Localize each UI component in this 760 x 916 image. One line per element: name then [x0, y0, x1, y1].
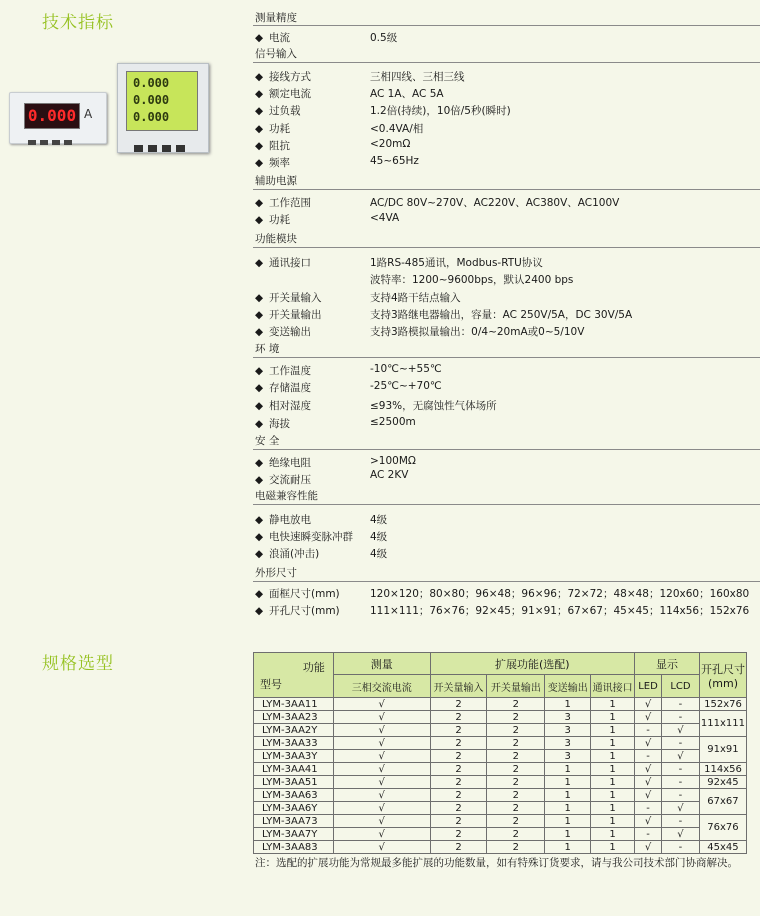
spec-value: 111×111；76×76；92×45；91×91；67×67；45×45；114x56；152x76 — [370, 605, 750, 617]
spec-label: ◆ 海拔 — [255, 418, 290, 430]
table-cell: - — [662, 789, 700, 802]
big-meter-row: 0.000 — [133, 76, 170, 90]
spec-value: 120×120；80×80；96×48；96×96；72×72；48×48；120x60；160x80 — [370, 588, 750, 600]
spec-label: ◆ 开孔尺寸(mm) — [255, 605, 340, 617]
spec-label: ◆ 浪涌(冲击) — [255, 548, 320, 560]
specs-section-title: 技术指标 — [42, 13, 114, 33]
spec-label: ◆ 绝缘电阻 — [255, 457, 311, 469]
header-led: LED — [635, 675, 662, 698]
table-row — [254, 724, 747, 737]
big-meter-image — [117, 63, 209, 153]
table-row — [254, 763, 747, 776]
spec-label: ◆ 电快速瞬变脉冲群 — [255, 531, 353, 543]
table-corner-header — [254, 653, 334, 698]
table-cell: 2 — [430, 828, 487, 841]
selection-table — [253, 652, 747, 854]
table-cell: 2 — [430, 802, 487, 815]
table-cell: 1 — [591, 750, 635, 763]
table-cell: 1 — [545, 698, 591, 711]
divider — [253, 25, 760, 26]
table-cell: 3 — [545, 750, 591, 763]
table-row — [254, 802, 747, 815]
diamond-bullet-icon: ◆ — [255, 105, 264, 117]
spec-label: ◆ 频率 — [255, 157, 290, 169]
cutout-size: 91x91 — [699, 737, 746, 763]
table-cell: - — [662, 737, 700, 750]
diamond-bullet-icon: ◆ — [255, 32, 264, 44]
table-cell: √ — [635, 841, 662, 854]
table-cell: 2 — [430, 698, 487, 711]
spec-value: >100MΩ — [370, 455, 416, 467]
table-cell: √ — [333, 711, 430, 724]
table-cell: 3 — [545, 724, 591, 737]
spec-label: ◆ 过负载 — [255, 105, 301, 117]
divider — [253, 62, 760, 63]
table-cell: 1 — [591, 724, 635, 737]
table-cell: 2 — [430, 815, 487, 828]
spec-label: ◆ 变送输出 — [255, 326, 311, 338]
table-cell: 2 — [430, 737, 487, 750]
header-measure: 测量 — [333, 653, 430, 675]
table-cell: 2 — [430, 724, 487, 737]
table-cell: 2 — [430, 789, 487, 802]
cutout-size: 114x56 — [699, 763, 746, 776]
table-cell: 2 — [487, 828, 545, 841]
table-cell: √ — [662, 802, 700, 815]
table-cell: √ — [635, 789, 662, 802]
spec-value: <0.4VA/相 — [370, 123, 424, 135]
table-cell: 2 — [487, 698, 545, 711]
cutout-size: 152x76 — [699, 698, 746, 711]
table-row — [254, 750, 747, 763]
diamond-bullet-icon: ◆ — [255, 457, 264, 469]
diamond-bullet-icon: ◆ — [255, 605, 264, 617]
spec-category: 外形尺寸 — [255, 567, 297, 579]
diamond-bullet-icon: ◆ — [255, 309, 264, 321]
spec-category: 信号输入 — [255, 48, 297, 60]
diamond-bullet-icon: ◆ — [255, 514, 264, 526]
table-cell: 1 — [591, 815, 635, 828]
table-cell: LYM-3AA63 — [254, 789, 334, 802]
small-meter-display: 0.000 — [24, 103, 80, 129]
spec-value: AC 2KV — [370, 469, 409, 481]
big-meter-buttons — [134, 137, 190, 156]
diamond-bullet-icon: ◆ — [255, 197, 264, 209]
cutout-size: 76x76 — [699, 815, 746, 841]
table-cell: LYM-3AA33 — [254, 737, 334, 750]
table-cell: 2 — [430, 841, 487, 854]
table-cell: √ — [635, 776, 662, 789]
table-cell: √ — [333, 802, 430, 815]
table-cell: 2 — [430, 750, 487, 763]
table-cell: 2 — [487, 841, 545, 854]
table-cell: √ — [333, 763, 430, 776]
table-cell: 1 — [591, 802, 635, 815]
table-cell: 1 — [545, 789, 591, 802]
spec-value: 波特率：1200~9600bps，默认2400 bps — [370, 274, 574, 286]
table-cell: LYM-3AA2Y — [254, 724, 334, 737]
diamond-bullet-icon: ◆ — [255, 588, 264, 600]
table-cell: 2 — [430, 763, 487, 776]
table-row — [254, 789, 747, 802]
diamond-bullet-icon: ◆ — [255, 157, 264, 169]
spec-value: 支持3路模拟量输出：0/4~20mA或0~5/10V — [370, 326, 585, 338]
table-cell: 2 — [487, 711, 545, 724]
spec-value: -10℃~+55℃ — [370, 363, 442, 375]
spec-category: 功能模块 — [255, 233, 297, 245]
small-meter-buttons — [28, 130, 76, 149]
big-meter-row: 0.000 — [133, 110, 170, 124]
small-meter-image — [9, 92, 107, 144]
spec-value: ≤93%，无腐蚀性气体场所 — [370, 400, 497, 412]
table-row — [254, 815, 747, 828]
divider — [253, 357, 760, 358]
table-cell: √ — [635, 737, 662, 750]
header-digital-output: 开关量输出 — [487, 675, 545, 698]
diamond-bullet-icon: ◆ — [255, 531, 264, 543]
small-meter-unit: A — [84, 107, 93, 121]
table-note: 注：选配的扩展功能为常规最多能扩展的功能数量，如有特殊订货要求，请与我公司技术部门协商解决。 — [255, 857, 738, 869]
diamond-bullet-icon: ◆ — [255, 400, 264, 412]
table-cell: LYM-3AA6Y — [254, 802, 334, 815]
spec-value: <20mΩ — [370, 138, 411, 150]
spec-label: ◆ 存储温度 — [255, 382, 311, 394]
spec-category: 环 境 — [255, 343, 280, 355]
table-row — [254, 828, 747, 841]
table-cell: - — [662, 698, 700, 711]
header-analog-output: 变送输出 — [545, 675, 591, 698]
corner-model-label: 型号 — [260, 678, 282, 691]
table-cell: 1 — [545, 763, 591, 776]
spec-label: ◆ 阻抗 — [255, 140, 290, 152]
spec-label: ◆ 交流耐压 — [255, 474, 311, 486]
table-cell: 1 — [591, 841, 635, 854]
spec-value: AC 1A、AC 5A — [370, 88, 444, 100]
cutout-size: 92x45 — [699, 776, 746, 789]
spec-value: 支持4路干结点输入 — [370, 292, 461, 304]
table-cell: - — [662, 841, 700, 854]
table-cell: LYM-3AA41 — [254, 763, 334, 776]
divider — [253, 189, 760, 190]
cutout-size: 67x67 — [699, 789, 746, 815]
table-cell: √ — [662, 828, 700, 841]
table-cell: 3 — [545, 711, 591, 724]
table-cell: √ — [333, 841, 430, 854]
table-cell: √ — [333, 789, 430, 802]
table-row — [254, 698, 747, 711]
spec-label: ◆ 静电放电 — [255, 514, 311, 526]
table-cell: 1 — [545, 776, 591, 789]
table-cell: 2 — [487, 802, 545, 815]
spec-value: AC/DC 80V~270V、AC220V、AC380V、AC100V — [370, 197, 620, 209]
diamond-bullet-icon: ◆ — [255, 382, 264, 394]
spec-label: ◆ 开关量输出 — [255, 309, 322, 321]
table-cell: 2 — [487, 815, 545, 828]
diamond-bullet-icon: ◆ — [255, 88, 264, 100]
table-cell: - — [662, 763, 700, 776]
table-cell: √ — [333, 828, 430, 841]
table-cell: 1 — [591, 698, 635, 711]
spec-label: ◆ 面框尺寸(mm) — [255, 588, 340, 600]
table-cell: 1 — [591, 737, 635, 750]
table-cell: √ — [635, 763, 662, 776]
table-cell: LYM-3AA83 — [254, 841, 334, 854]
table-cell: - — [635, 724, 662, 737]
table-cell: - — [635, 802, 662, 815]
table-cell: √ — [635, 711, 662, 724]
spec-value: 0.5级 — [370, 32, 398, 44]
table-cell: 2 — [487, 750, 545, 763]
spec-category: 辅助电源 — [255, 175, 297, 187]
spec-value: 4级 — [370, 548, 388, 560]
big-meter-row: 0.000 — [133, 93, 170, 107]
table-cell: √ — [333, 815, 430, 828]
diamond-bullet-icon: ◆ — [255, 418, 264, 430]
spec-value: 4级 — [370, 514, 388, 526]
table-cell: √ — [333, 698, 430, 711]
header-extension: 扩展功能(选配) — [430, 653, 634, 675]
table-row — [254, 776, 747, 789]
spec-category: 安 全 — [255, 435, 280, 447]
table-cell: LYM-3AA73 — [254, 815, 334, 828]
table-cell: - — [662, 815, 700, 828]
corner-function-label: 功能 — [302, 661, 325, 674]
table-cell: 1 — [545, 815, 591, 828]
cutout-size: 45x45 — [699, 841, 746, 854]
table-cell: 2 — [430, 776, 487, 789]
table-cell: 1 — [591, 828, 635, 841]
table-cell: 1 — [591, 763, 635, 776]
table-cell: √ — [333, 750, 430, 763]
table-cell: LYM-3AA11 — [254, 698, 334, 711]
spec-label: ◆ 额定电流 — [255, 88, 311, 100]
table-cell: 2 — [430, 711, 487, 724]
table-cell: 2 — [487, 724, 545, 737]
diamond-bullet-icon: ◆ — [255, 257, 264, 269]
header-display: 显示 — [635, 653, 700, 675]
table-cell: 3 — [545, 737, 591, 750]
table-cell: 2 — [487, 776, 545, 789]
table-cell: LYM-3AA7Y — [254, 828, 334, 841]
spec-value: 4级 — [370, 531, 388, 543]
table-cell: √ — [333, 724, 430, 737]
spec-value: <4VA — [370, 212, 400, 224]
table-cell: - — [662, 711, 700, 724]
table-cell: 1 — [545, 802, 591, 815]
spec-label: ◆ 通讯接口 — [255, 257, 311, 269]
table-cell: 2 — [487, 737, 545, 750]
spec-category: 电磁兼容性能 — [255, 490, 318, 502]
table-cell: √ — [333, 776, 430, 789]
table-cell: 1 — [591, 789, 635, 802]
header-cutout: 开孔尺寸 (mm) — [699, 653, 746, 698]
table-row — [254, 737, 747, 750]
spec-value: 1路RS-485通讯，Modbus-RTU协议 — [370, 257, 543, 269]
big-meter-display — [126, 71, 198, 131]
spec-value: ≤2500m — [370, 416, 416, 428]
table-cell: 2 — [487, 763, 545, 776]
diamond-bullet-icon: ◆ — [255, 123, 264, 135]
table-cell: 1 — [545, 841, 591, 854]
table-cell: - — [662, 776, 700, 789]
spec-label: ◆ 工作温度 — [255, 365, 311, 377]
divider — [253, 504, 760, 505]
header-three-phase-current: 三相交流电流 — [333, 675, 430, 698]
diamond-bullet-icon: ◆ — [255, 326, 264, 338]
spec-label: ◆ 开关量输入 — [255, 292, 322, 304]
diamond-bullet-icon: ◆ — [255, 365, 264, 377]
header-digital-input: 开关量输入 — [430, 675, 487, 698]
header-lcd: LCD — [662, 675, 700, 698]
diamond-bullet-icon: ◆ — [255, 292, 264, 304]
table-cell: √ — [333, 737, 430, 750]
spec-label: ◆ 工作范围 — [255, 197, 311, 209]
table-cell: - — [635, 750, 662, 763]
spec-label: ◆ 电流 — [255, 32, 290, 44]
table-cell: √ — [635, 698, 662, 711]
spec-label: ◆ 功耗 — [255, 214, 290, 226]
table-row — [254, 841, 747, 854]
spec-category: 测量精度 — [255, 12, 297, 24]
spec-label: ◆ 相对湿度 — [255, 400, 311, 412]
spec-value: -25℃~+70℃ — [370, 380, 442, 392]
table-cell: LYM-3AA3Y — [254, 750, 334, 763]
divider — [253, 581, 760, 582]
table-cell: 1 — [545, 828, 591, 841]
table-row — [254, 711, 747, 724]
table-cell: LYM-3AA51 — [254, 776, 334, 789]
table-cell: 1 — [591, 776, 635, 789]
table-cell: 2 — [487, 789, 545, 802]
header-comm: 通讯接口 — [591, 675, 635, 698]
table-cell: √ — [662, 724, 700, 737]
table-cell: √ — [662, 750, 700, 763]
diamond-bullet-icon: ◆ — [255, 140, 264, 152]
spec-label: ◆ 接线方式 — [255, 71, 311, 83]
table-cell: LYM-3AA23 — [254, 711, 334, 724]
diamond-bullet-icon: ◆ — [255, 548, 264, 560]
spec-value: 45~65Hz — [370, 155, 419, 167]
divider — [253, 247, 760, 248]
table-cell: 1 — [591, 711, 635, 724]
spec-value: 1.2倍(持续)，10倍/5秒(瞬时) — [370, 105, 511, 117]
diamond-bullet-icon: ◆ — [255, 474, 264, 486]
selection-section-title: 规格选型 — [42, 654, 114, 674]
divider — [253, 449, 760, 450]
spec-label: ◆ 功耗 — [255, 123, 290, 135]
table-cell: - — [635, 828, 662, 841]
cutout-size: 111x111 — [699, 711, 746, 737]
table-cell: √ — [635, 815, 662, 828]
diamond-bullet-icon: ◆ — [255, 71, 264, 83]
spec-value: 三相四线、三相三线 — [370, 71, 465, 83]
spec-value: 支持3路继电器输出，容量：AC 250V/5A，DC 30V/5A — [370, 309, 633, 321]
diamond-bullet-icon: ◆ — [255, 214, 264, 226]
